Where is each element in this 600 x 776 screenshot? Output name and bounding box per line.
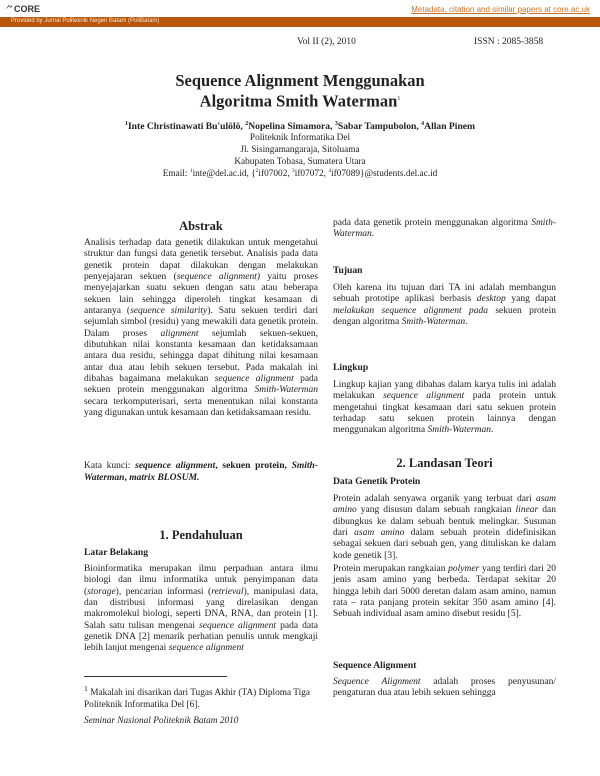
email-3: if07072,: [294, 169, 329, 180]
text-run: ). Satu sekuen terdiri dari sejumlah simbol (residu) yang mewakili data genetik protein. Dalam proses: [84, 306, 318, 339]
protein-paragraph-2: [333, 564, 556, 621]
volume-info: Vol II (2), 2010: [297, 37, 356, 47]
intro-heading: 1. Pendahuluan: [159, 528, 243, 542]
sequence-alignment-body: [333, 677, 556, 700]
text-run: yaitu proses menyejajarkan suatu sekuen dengan satu atau beberapa sekuen lain sehingga diperoleh tingkat kesamaan di antaranya (: [84, 272, 318, 317]
paragraph-text: [84, 564, 318, 655]
protein-heading: Data Genetik Protein: [333, 476, 421, 487]
emphasized-text: sequence similarity: [130, 306, 208, 317]
text-run: .: [371, 229, 375, 240]
author-sup: 1: [124, 121, 128, 127]
author-sup: 4: [421, 121, 425, 127]
text-run: ), manipulasi data, dan distribusi informasi yang direlasikan dengan makromolekul biologi, seperti DNA, RNA, dan protein [1]. Salah satu tulisan mengenai: [84, 586, 318, 631]
abstract-body: [84, 238, 318, 420]
emphasized-text: matrix BLOSUM.: [129, 473, 200, 483]
text-run: pada sekuen protein menggunakan algoritma: [84, 374, 318, 396]
emphasized-text: sequence alignment: [168, 643, 244, 654]
authors: [0, 121, 600, 132]
emphasized-text: asam amino: [333, 494, 556, 516]
protein-paragraph-1: [333, 494, 556, 562]
issn: ISSN : 2085-3858: [474, 37, 544, 47]
emphasized-text: retrieval: [211, 586, 244, 597]
author-name: Allan Pinem: [424, 121, 476, 133]
text-run: Protein adalah senyawa organik yang terbuat dari: [333, 494, 536, 504]
author-sup: 2: [245, 121, 249, 127]
paragraph-text: [333, 218, 556, 241]
email-4[interactable]: if07089}@students.del.ac.id: [331, 169, 438, 180]
text-run: adalah proses penyusunan/ pengaturan dua atau lebih sekuen sehingga: [333, 677, 556, 699]
emails: [0, 168, 600, 179]
paragraph-text: [333, 677, 556, 700]
street: Jl. Sisingamangaraja, Sitoluama: [240, 145, 360, 155]
title-line-1: Sequence Alignment Menggunakan: [175, 71, 425, 90]
text-run: Analisis terhadap data genetik dilakukan untuk mengetahui struktur dan fungsi data genetik tersebut. Analisis pada data genetik protein dapat dilakukan dengan melakukan penyejajaran sekuen (: [84, 238, 318, 283]
emphasized-text: Sequence Alignment: [333, 677, 421, 687]
emphasized-text: desktop: [476, 294, 506, 305]
core-logo-icon: ⺈: [6, 6, 13, 13]
institution: Politeknik Informatika Del: [249, 133, 351, 143]
emphasized-text: Smith-Waterman: [84, 461, 318, 483]
emphasized-text: melakukan sequence alignment pada: [333, 305, 488, 316]
paragraph-text: [84, 238, 318, 420]
intro-body: [84, 564, 318, 655]
core-logo[interactable]: ⺈CORE: [6, 4, 41, 14]
text-run: pada data genetik DNA [2] menarik perhatian penulis untuk mengkaji lebih lanjut mengenai: [84, 620, 319, 654]
email-sup: 1: [189, 168, 193, 174]
email-1[interactable]: inte@del.ac.id, {: [192, 169, 256, 180]
text-run: pada data genetik protein menggunakan algoritma: [333, 218, 532, 228]
paragraph-text: [84, 460, 318, 484]
emphasized-text: Smith-Waterman: [427, 425, 491, 436]
sequence-alignment-heading: Sequence Alignment: [333, 660, 417, 671]
text-run: secara terkomputerisari, serta menentukan nilai konstanta yang digunakan untuk kesamaan dan ketidaksamaan residu.: [84, 396, 318, 419]
email-2: if07002,: [258, 169, 292, 180]
text-run: yang disusun dalam sebuah rangkaian: [356, 505, 516, 516]
text-run: dan dibungkus ke dalam sebuah bentuk melingkar. Susunan dari: [333, 505, 557, 539]
text-run: ,: [124, 473, 130, 483]
emphasized-text: Smith-Waterman: [333, 218, 556, 240]
text-run: pada protein untuk mengetahui tingkat kesamaan dari satu sekuen protein terhadap satu sekuen protein lainnya dengan menggunakan algoritma: [333, 391, 557, 436]
provider-text[interactable]: Provided by Jurnal Politeknik Negeri Batam (PoliBatam): [11, 18, 160, 24]
text-run: sejumlah sekuen-sekuen, dibutuhkan nilai konstanta kesamaan dan ketidaksamaan antara dua residu, sehingga dapat dihitung nilai kesamaan antar dua atau lebih sekuen tersebut. Pada makalah ini dibahas bagaimana melakukan: [84, 328, 318, 385]
footnote-divider: [84, 676, 227, 677]
email-sup: 4: [328, 168, 332, 174]
background-heading: Latar Belakang: [84, 547, 149, 558]
text-run: .: [490, 425, 494, 436]
emphasized-text: alignment: [160, 328, 199, 339]
text-run: Bioinformatika merupakan ilmu perpaduan antara ilmu biologi dan ilmu informatika untuk penyimpanan data (: [84, 564, 318, 597]
email-sup: 2: [255, 168, 259, 174]
region: Kabupaten Tobasa, Sumatera Utara: [234, 157, 366, 167]
paragraph-text: [333, 564, 556, 621]
paragraph-text: [333, 283, 556, 328]
text-run: Kata kunci:: [84, 461, 136, 471]
emphasized-text: Smith-Waterman: [401, 317, 466, 328]
scope-body: [333, 380, 556, 437]
title-footnote-mark: 1: [397, 96, 401, 102]
author-name: Nopelina Simamora,: [248, 121, 335, 133]
text-run: Lingkup kajian yang dibahas dalam karya tulis ini adalah melakukan: [333, 380, 556, 402]
text-run: dalam sebuah protein didefinisikan sebagai sekuen dari sebuah gen, yang dituliskan ke dalam kode genetik [3].: [333, 528, 556, 561]
purpose-body: [333, 283, 556, 328]
email-sup: 3: [292, 168, 295, 174]
emphasized-text: storage: [87, 586, 116, 597]
email-label: Email:: [162, 169, 190, 180]
text-run: sekuen protein dengan algoritma: [333, 305, 556, 328]
intro-continuation: [333, 218, 556, 241]
text-run: yang dapat: [505, 294, 556, 305]
keywords: [84, 460, 318, 484]
author-sup: 3: [334, 121, 338, 127]
title-line-2-text: Algoritma Smith Waterman: [199, 91, 398, 111]
text-run: , sekuen protein,: [215, 461, 292, 471]
text-run: yang terdiri dari 20 jenis asam amino yang berbeda. Terdapat sekitar 20 hingga lebih dari 5000 deretan dalam asam amino, namun rata – rata panjang protein sekitar 350 asam amino [4]. Sebuah individual asam amino disebut residu [5].: [333, 564, 556, 620]
text-run: ), pencarian informasi (: [115, 586, 212, 597]
abstract-heading: Abstrak: [179, 219, 223, 233]
text-run: Protein merupakan rangkaian: [333, 564, 449, 574]
scope-heading: Lingkup: [333, 362, 369, 373]
footnote-mark: 1: [84, 684, 88, 693]
author-name: Sabar Tampubolon,: [337, 121, 422, 133]
emphasized-text: Smith-Waterman: [254, 385, 318, 396]
theory-heading: 2. Landasan Teori: [396, 456, 493, 470]
footnote: [84, 683, 318, 711]
paper-title: [0, 72, 600, 111]
text-run: Oleh karena itu tujuan dari TA ini adalah membangun sebuah prototipe aplikasi berbasis: [333, 283, 556, 305]
paragraph-text: [333, 380, 556, 437]
emphasized-text: polymer: [448, 564, 480, 574]
emphasized-text: sequence alignment: [383, 391, 465, 402]
emphasized-text: asam amino: [354, 528, 405, 539]
paragraph-text: [333, 494, 556, 562]
text-run: .: [465, 317, 468, 328]
emphasized-text: sequence alignment: [199, 620, 277, 631]
emphasized-text: sequence alignment): [176, 272, 261, 283]
core-metadata-link[interactable]: Metadata, citation and similar papers at core.ac.uk: [411, 5, 590, 14]
purpose-heading: Tujuan: [333, 265, 363, 276]
emphasized-text: sequence alignment: [135, 461, 216, 471]
author-name: Inte Christinawati Bu'ulölö,: [127, 121, 246, 133]
provider-banner: [0, 17, 600, 27]
footnote-text: Makalah ini disarikan dari Tugas Akhir (TA) Diploma Tiga Politeknik Informatika Del [6].: [84, 688, 310, 711]
title-line-2: [0, 90, 600, 111]
page-footer: Seminar Nasional Politeknik Batam 2010: [84, 716, 239, 726]
emphasized-text: linear: [515, 505, 539, 516]
emphasized-text: sequence alignment: [214, 374, 294, 385]
